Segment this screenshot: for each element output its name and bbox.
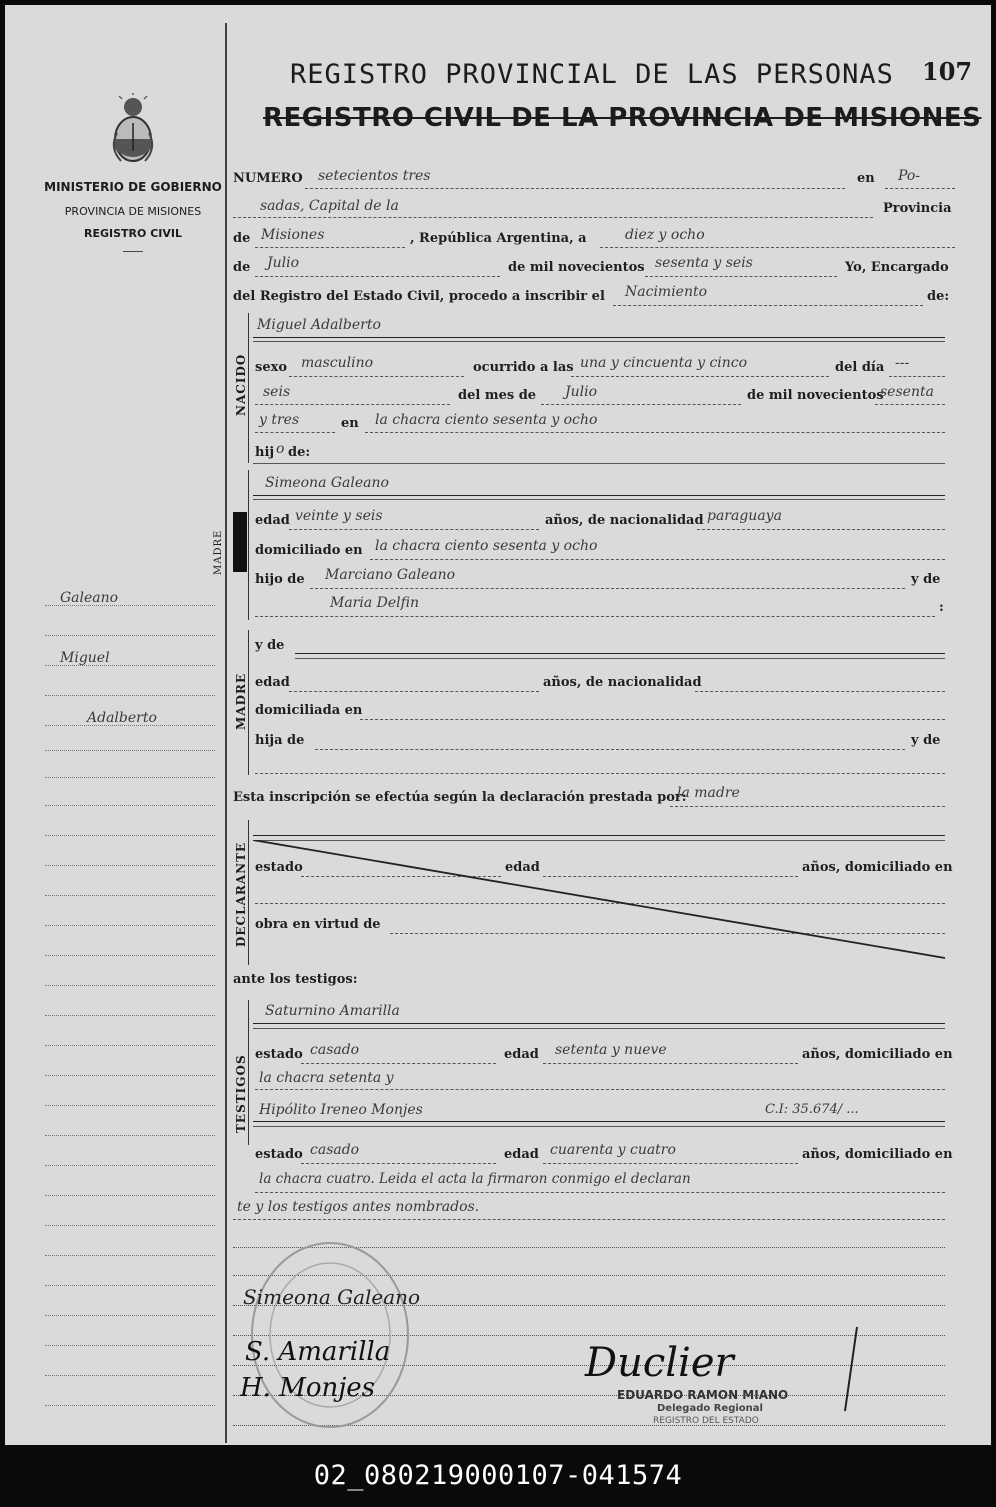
hw-lugar-nac: la chacra ciento sesenta y ocho (375, 412, 598, 428)
folio-number: 107 (922, 57, 973, 86)
strike-diagonal (253, 840, 948, 960)
label-sexo: sexo (255, 360, 288, 375)
hw-en-city: Po- (898, 168, 921, 184)
label-del-registro: del Registro del Estado Civil, procedo a inscribir el (233, 289, 605, 304)
hw-cierre1: la chacra cuatro. Leida el acta la firmaron conmigo el declaran (259, 1171, 691, 1187)
label-numero: NUMERO (233, 171, 303, 186)
signature-madre: Simeona Galeano (243, 1285, 421, 1309)
hw-anio: sesenta y seis (655, 255, 753, 271)
label-domiciliado: domiciliado en (255, 543, 363, 558)
round-seal-stamp (245, 1235, 415, 1435)
hw-t2-edad: cuarenta y cuatro (550, 1142, 676, 1158)
label-estado-t2: estado (255, 1147, 303, 1162)
hw-hora: una y cincuenta y cinco (580, 355, 748, 371)
margin-firstname: Miguel (60, 650, 110, 666)
label-y-de2: y de (255, 638, 285, 653)
signature-testigo2: H. Monjes (240, 1373, 376, 1403)
label-edad2: edad (255, 675, 290, 690)
hw-hijo-o: o (276, 441, 285, 457)
label-en: en (857, 171, 875, 186)
hw-nombre: Miguel Adalberto (257, 317, 381, 333)
hw-anio-nac: sesenta (880, 384, 934, 400)
hw-anio-nac2: y tres (259, 412, 300, 428)
hw-abuelo: Marciano Galeano (325, 567, 456, 583)
hw-declarante: la madre (677, 785, 740, 801)
label-declarante: DECLARANTE (234, 841, 248, 947)
label-edad-t2: edad (504, 1147, 539, 1162)
label-ocurrido: ocurrido a las (473, 360, 574, 375)
hw-dia-nac: --- (895, 355, 910, 371)
hw-t2-estado: casado (310, 1142, 360, 1158)
redaction-block (233, 512, 247, 572)
province-label: PROVINCIA DE MISIONES (64, 205, 202, 218)
label-estado-t1: estado (255, 1047, 303, 1062)
hw-city: sadas, Capital de la (260, 198, 399, 214)
label-anios-dom-t1: años, domiciliado en (802, 1047, 953, 1062)
label-anios-dom-decl: años, domiciliado en (802, 860, 953, 875)
label-del-mes: del mes de (458, 388, 537, 403)
hw-t1-dom: la chacra setenta y (259, 1070, 394, 1086)
label-republica: , República Argentina, a (410, 231, 587, 246)
label-hij: hij (255, 445, 275, 460)
registry-title: REGISTRO PROVINCIAL DE LAS PERSONAS (290, 59, 894, 90)
label-nacido: NACIDO (234, 353, 248, 416)
label-de-mil: de mil novecientos (508, 260, 645, 275)
hw-madre-nombre: Simeona Galeano (265, 475, 389, 491)
coat-of-arms-icon (103, 93, 163, 173)
label-yo-encargado: Yo, Encargado (845, 260, 949, 275)
madre-box (248, 470, 249, 620)
stamp-name: EDUARDO RAMON MIANO (617, 1388, 789, 1402)
label-ante-testigos: ante los testigos: (233, 972, 358, 987)
testigos-box (248, 1000, 249, 1145)
document-page (5, 5, 991, 1445)
label-edad-decl: edad (505, 860, 540, 875)
hw-t1-edad: setenta y nueve (555, 1042, 667, 1058)
hw-acto: Nacimiento (625, 284, 708, 300)
hw-provincia: Misiones (261, 227, 325, 243)
label-de-colon: de: (927, 289, 950, 304)
registry-old-title: REGISTRO CIVIL DE LA PROVINCIA DE MISIONES (263, 103, 982, 133)
ministry-label: MINISTERIO DE GOBIERNO (44, 180, 222, 194)
label-de-mes: de (233, 260, 251, 275)
label-estado-decl: estado (255, 860, 303, 875)
label-y-de3: y de (911, 733, 941, 748)
label-de-provincia: de (233, 231, 251, 246)
label-madre-side: MADRE (213, 529, 224, 575)
label-domiciliada: domiciliada en (255, 703, 363, 718)
hw-dia-nac2: seis (263, 384, 291, 400)
label-testigos: TESTIGOS (234, 1054, 248, 1133)
footer-code: 02_080219000107-041574 (313, 1460, 683, 1491)
registry-label: REGISTRO CIVIL (84, 227, 182, 240)
hw-madre-dom: la chacra ciento sesenta y ocho (375, 538, 598, 554)
nacido-box (248, 313, 249, 463)
stamp-title: Delegado Regional (657, 1403, 763, 1414)
label-edad-t1: edad (504, 1047, 539, 1062)
declarante-box (248, 820, 249, 965)
label-provincia: Provincia (883, 201, 952, 216)
label-y-de: y de (911, 572, 941, 587)
hw-t2-ci: C.I: 35.674/ ... (765, 1102, 859, 1117)
label-madre: MADRE (234, 672, 248, 730)
hw-testigo2: Hipólito Ireneo Monjes (259, 1102, 423, 1118)
label-anios-dom-t2: años, domiciliado en (802, 1147, 953, 1162)
label-hija-de: hija de (255, 733, 305, 748)
hw-mes: Julio (267, 255, 300, 271)
margin-divider (225, 23, 227, 1443)
hw-abuela: Maria Delfin (330, 595, 419, 611)
registry-underline (123, 251, 143, 252)
hw-mes-nac: Julio (565, 384, 598, 400)
label-del-dia: del día (835, 360, 885, 375)
label-anios-nac: años, de nacionalidad (545, 513, 704, 528)
signature-stroke (835, 1325, 865, 1415)
hw-dia: diez y ocho (625, 227, 705, 243)
hw-madre-edad: veinte y seis (295, 508, 383, 524)
label-esta-inscripcion: Esta inscripción se efectúa según la declaración prestada por: (233, 790, 687, 805)
signature-oficial: Duclier (585, 1340, 734, 1386)
hw-madre-nac: paraguaya (707, 508, 782, 524)
hw-testigo1: Saturnino Amarilla (265, 1003, 400, 1019)
hw-numero: setecientos tres (318, 168, 431, 184)
label-de-madre: de: (288, 445, 311, 460)
label-anios-nac2: años, de nacionalidad (543, 675, 702, 690)
hw-sexo: masculino (301, 355, 374, 371)
margin-surname: Galeano (60, 590, 119, 606)
madre2-box (248, 630, 249, 775)
margin-secondname: Adalberto (87, 710, 157, 726)
label-de-mil-nac: de mil novecientos (747, 388, 884, 403)
label-hijo-de: hijo de (255, 572, 305, 587)
signature-testigo1: S. Amarilla (245, 1337, 391, 1367)
hw-t1-estado: casado (310, 1042, 360, 1058)
label-edad-madre: edad (255, 513, 290, 528)
stamp-sub: REGISTRO DEL ESTADO (653, 1416, 759, 1426)
label-colon: : (939, 600, 944, 615)
label-obra-virtud: obra en virtud de (255, 917, 381, 932)
label-en-lugar: en (341, 416, 359, 431)
hw-cierre2: te y los testigos antes nombrados. (237, 1199, 480, 1215)
